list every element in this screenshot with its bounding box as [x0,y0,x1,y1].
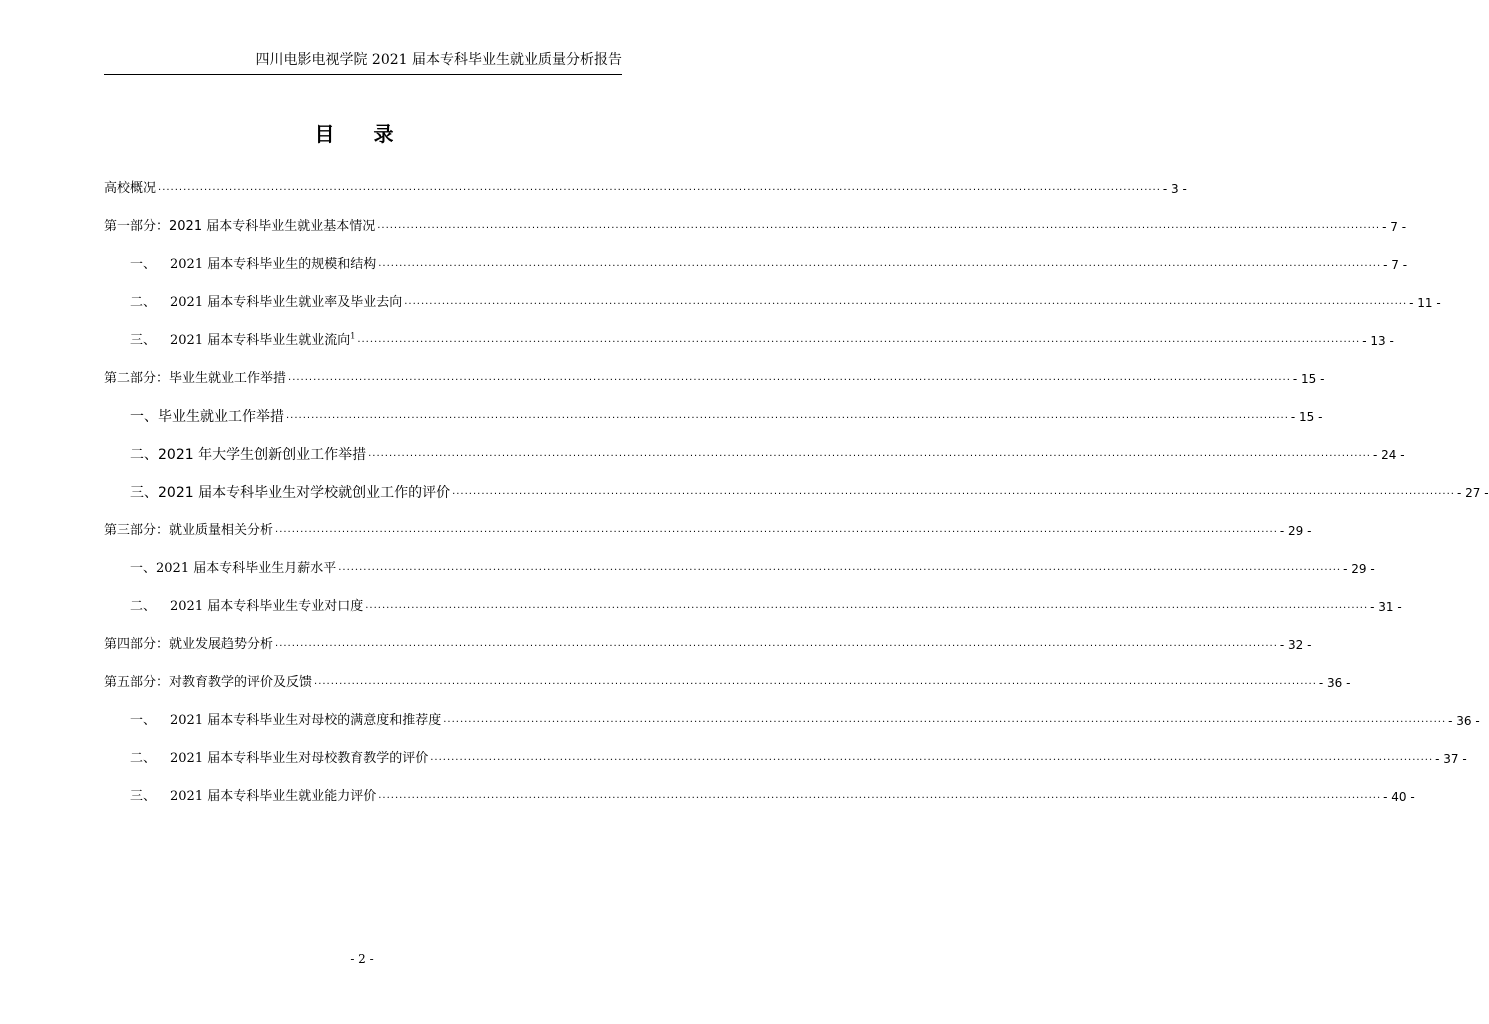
toc-entry-number: 三、 [130,789,157,804]
toc-entry-part2-1[interactable] [104,404,1323,426]
toc-entry-part5-2[interactable] [104,746,1467,768]
toc-entry-text: 第三部分：就业质量相关分析 [104,523,274,538]
toc-leader-dots: ................................................................................................................................................................................................................................................ [378,258,1382,269]
toc-entry-part2-2[interactable] [104,442,1405,464]
toc-entry-page: - 15 - [1292,372,1325,386]
toc-leader-dots: ................................................................................................................................................................................................................................................ [314,676,1317,687]
toc-entry-text: 2021 届本专科毕业生对母校的满意度和推荐度 [170,713,442,728]
toc-entry-number: 一、 [130,257,157,272]
toc-entry-part5-1[interactable] [104,708,1480,730]
toc-entry-text: 高校概况 [104,181,157,196]
toc-entry-page: - 36 - [1448,714,1480,728]
toc-entry-part1-3[interactable] [104,328,1394,350]
toc-leader-dots: ................................................................................................................................................................................................................................................ [368,448,1371,459]
page-header [104,50,622,75]
toc-leader-dots: ................................................................................................................................................................................................................................................ [365,600,1369,611]
toc-entry-part4[interactable] [104,632,1312,654]
toc-title: 目 录 [314,122,410,146]
toc-entry-text: 2021 届本专科毕业生对母校教育教学的评价 [170,751,429,766]
toc-entry-part2-3[interactable] [104,480,1489,502]
toc-entry-text: 一、2021 届本专科毕业生月薪水平 [130,561,337,576]
toc-entry-text: 第五部分：对教育教学的评价及反馈 [104,675,313,690]
toc-entry-page: - 15 - [1290,410,1323,424]
toc-entry-page: - 29 - [1279,524,1312,538]
toc-leader-dots: ................................................................................................................................................................................................................................................ [288,372,1291,383]
toc-entry-text: 第四部分：就业发展趋势分析 [104,637,274,652]
toc-entry-page: - 36 - [1318,676,1351,690]
toc-entry-number: 三、 [130,333,157,348]
toc-leader-dots: ................................................................................................................................................................................................................................................ [377,220,1381,231]
toc-leader-dots: ................................................................................................................................................................................................................................................ [443,714,1447,725]
toc-entry-number: 二、 [130,599,157,614]
toc-entry-part5-3[interactable] [104,784,1415,806]
toc-entry-text: 2021 届本专科毕业生的规模和结构 [170,257,377,272]
toc-entry-number: 二、 [130,751,157,766]
toc-entry-page: - 13 - [1362,334,1394,348]
toc-entry-page: - 40 - [1383,790,1415,804]
toc-leader-dots: ................................................................................................................................................................................................................................................ [286,410,1289,421]
toc-leader-dots: ................................................................................................................................................................................................................................................ [357,334,1361,345]
toc-entry-number: 二、 [130,295,157,310]
toc-entry-text: 二、2021 年大学生创新创业工作举措 [130,447,367,463]
toc-entry-page: - 27 - [1456,486,1489,500]
toc-entry-overview[interactable] [104,176,1187,198]
toc-entry-part1-2[interactable] [104,290,1441,312]
toc-entry-page: - 37 - [1435,752,1467,766]
toc-entry-page: - 32 - [1279,638,1312,652]
toc-entry-text: 一、毕业生就业工作举措 [130,409,284,425]
toc-entry-text [170,332,355,350]
footnote-marker: 1 [350,331,356,341]
toc-leader-dots: ................................................................................................................................................................................................................................................ [452,486,1455,497]
toc-entry-part3-2[interactable] [104,594,1402,616]
toc-entry-part1[interactable] [104,214,1407,236]
page-number: - 2 - [350,952,374,966]
toc-entry-text: 三、2021 届本专科毕业生对学校就创业工作的评价 [130,485,451,501]
toc-leader-dots: ................................................................................................................................................................................................................................................ [338,562,1342,573]
toc-entry-page: - 11 - [1409,296,1441,310]
toc-entry-text: 2021 届本专科毕业生就业能力评价 [170,789,377,804]
toc-entry-part3-1[interactable] [104,556,1375,578]
toc-entry-text: 2021 届本专科毕业生专业对口度 [170,599,364,614]
toc-entry-page: - 7 - [1382,220,1407,234]
toc-leader-dots: ................................................................................................................................................................................................................................................ [404,296,1408,307]
toc-leader-dots: ................................................................................................................................................................................................................................................ [378,790,1382,801]
header-title: 四川电影电视学院 2021 届本专科毕业生就业质量分析报告 [255,52,622,68]
toc-entry-page: - 7 - [1383,258,1408,272]
toc-entry-part1-1[interactable] [104,252,1408,274]
toc-leader-dots: ................................................................................................................................................................................................................................................ [275,638,1278,649]
toc-entry-text: 2021 届本专科毕业生就业率及毕业去向 [170,295,403,310]
toc-entry-number: 一、 [130,713,157,728]
toc-leader-dots: ................................................................................................................................................................................................................................................ [158,182,1161,193]
toc-entry-part2[interactable] [104,366,1325,388]
toc-leader-dots: ................................................................................................................................................................................................................................................ [430,752,1434,763]
toc-entry-page: - 24 - [1372,448,1405,462]
toc-entry-text-main: 2021 届本专科毕业生就业流向 [170,333,351,348]
toc-entry-page: - 3 - [1162,182,1187,196]
toc-entry-part5[interactable] [104,670,1351,692]
toc-entry-part3[interactable] [104,518,1312,540]
toc-leader-dots: ................................................................................................................................................................................................................................................ [275,524,1278,535]
toc-entry-page: - 29 - [1343,562,1375,576]
toc-entry-text: 第二部分：毕业生就业工作举措 [104,371,287,386]
toc-entry-text: 第一部分：2021 届本专科毕业生就业基本情况 [104,219,376,234]
toc-entry-page: - 31 - [1370,600,1402,614]
